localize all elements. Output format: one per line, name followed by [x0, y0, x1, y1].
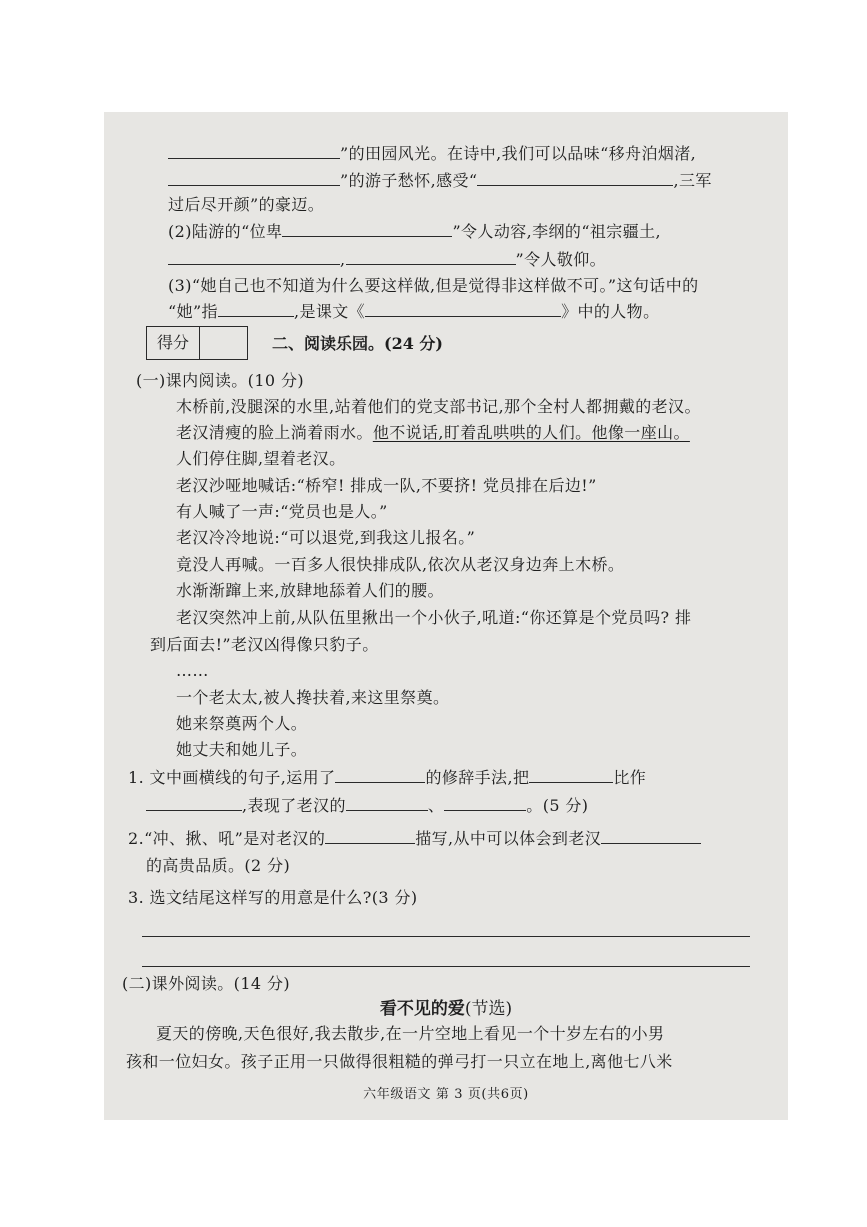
passage-paragraph: 水渐渐蹿上来,放肆地舔着人们的腰。 — [176, 581, 444, 600]
question-2-line: (2)陆游的“位卑 ”令人动容,李纲的“祖宗疆土, — [168, 222, 661, 241]
answer-blank[interactable] — [365, 302, 561, 317]
question-3: 3. 选文结尾这样写的用意是什么?(3 分) — [128, 888, 418, 907]
answer-blank[interactable] — [529, 768, 613, 783]
answer-blank[interactable] — [346, 250, 516, 265]
answer-blank[interactable] — [168, 250, 340, 265]
question-3-line: (3)“她自己也不知道为什么要这样做,但是觉得非这样做不可。”这句话中的 — [168, 276, 699, 295]
answer-blank[interactable] — [146, 796, 242, 811]
passage-paragraph: 老汉突然冲上前,从队伍里揪出一个小伙子,吼道:“你还算是个党员吗? 排 — [176, 608, 692, 627]
fill-line-1: ”的田园风光。在诗中,我们可以品味“移舟泊烟渚, — [168, 144, 696, 164]
passage-paragraph: 有人喊了一声:“党员也是人。” — [176, 502, 388, 521]
subsection-title-1: (一)课内阅读。(10 分) — [136, 371, 305, 390]
ellipsis: …… — [176, 661, 209, 680]
passage-paragraph: 一个老太太,被人搀扶着,来这里祭奠。 — [176, 688, 450, 707]
answer-blank[interactable] — [335, 768, 425, 783]
article-title: 看不见的爱(节选) — [379, 999, 513, 1019]
question-2-line-2: , ”令人敬仰。 — [168, 250, 606, 270]
answer-line[interactable] — [142, 966, 750, 967]
passage-paragraph: 木桥前,没腿深的水里,站着他们的党支部书记,那个全村人都拥戴的老汉。 — [176, 397, 701, 416]
answer-blank[interactable] — [168, 144, 340, 159]
question-1: 1. 文中画横线的句子,运用了 的修辞手法,把 比作 — [128, 768, 647, 787]
answer-blank[interactable] — [477, 171, 673, 186]
passage-paragraph: 她来祭奠两个人。 — [176, 714, 308, 733]
passage-paragraph: 夏天的傍晚,天色很好,我去散步,在一片空地上看见一个十岁左右的小男 — [156, 1024, 665, 1043]
question-3-line-2: “她”指 ,是课文《 》中的人物。 — [168, 302, 660, 321]
passage-paragraph: 人们停住脚,望着老汉。 — [176, 449, 346, 468]
question-2: 2.“冲、揪、吼”是对老汉的 描写,从中可以体会到老汉 — [128, 829, 701, 849]
question-2-line-2: 的高贵品质。(2 分) — [146, 856, 291, 875]
subsection-title-2: (二)课外阅读。(14 分) — [122, 974, 291, 993]
answer-blank[interactable] — [282, 222, 452, 237]
exam-page — [104, 112, 788, 1120]
passage-paragraph: 到后面去!”老汉凶得像只豹子。 — [150, 635, 379, 654]
passage-paragraph: 竟没人再喊。一百多人很快排成队,依次从老汉身边奔上木桥。 — [176, 555, 625, 574]
fill-line-2: ”的游子愁怀,感受“ ,三军 — [168, 171, 712, 191]
section-title: 二、阅读乐园。(24 分) — [272, 334, 443, 353]
question-1-line-2: ,表现了老汉的 、 。(5 分) — [146, 796, 588, 816]
passage-paragraph: 她丈夫和她儿子。 — [176, 740, 308, 759]
answer-blank[interactable] — [168, 171, 340, 186]
score-box — [146, 326, 248, 360]
score-entry-cell[interactable] — [200, 327, 247, 359]
fill-line-3: 过后尽开颜”的豪迈。 — [168, 195, 325, 214]
answer-blank[interactable] — [601, 829, 701, 844]
answer-blank[interactable] — [444, 796, 526, 811]
passage-paragraph: 老汉冷冷地说:“可以退党,到我这儿报名。” — [176, 528, 476, 547]
passage-paragraph: 老汉沙哑地喊话:“桥窄! 排成一队,不要挤! 党员排在后边!” — [176, 476, 597, 495]
underlined-sentence: 他不说话,盯着乱哄哄的人们。他像一座山。 — [372, 423, 690, 442]
passage-paragraph: 孩和一位妇女。孩子正用一只做得很粗糙的弹弓打一只立在地上,离他七八米 — [126, 1052, 673, 1071]
answer-blank[interactable] — [346, 796, 428, 811]
answer-line[interactable] — [142, 936, 750, 937]
passage-paragraph: 老汉清瘦的脸上淌着雨水。他不说话,盯着乱哄哄的人们。他像一座山。 — [176, 423, 690, 442]
answer-blank[interactable] — [218, 302, 294, 317]
score-label: 得分 — [147, 327, 200, 359]
answer-blank[interactable] — [325, 829, 415, 844]
page-footer: 六年级语文 第 3 页(共6页) — [363, 1087, 529, 1102]
